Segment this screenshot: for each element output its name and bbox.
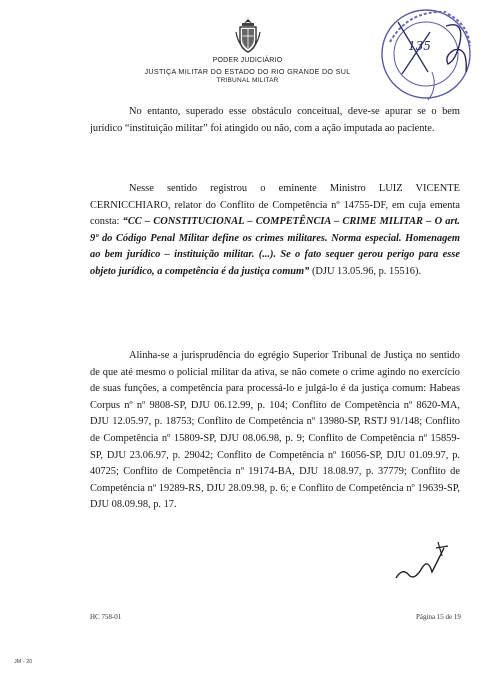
signature-icon [392, 538, 452, 588]
header-line-2: JUSTIÇA MILITAR DO ESTADO DO RIO GRANDE DO SUL [144, 67, 351, 76]
paragraph-3-text: Alinha-se a jurisprudência do egrégio Superior Tribunal de Justiça no sentido de que até mesmo o policial militar da ativa, se não comete o crime agindo no exercício de suas funções, a competência para processá-lo e julgá-lo é da justiça comum: Habeas Corpus nº nº 9808-SP, DJU 06.12.99, p. 104; Conflito de Competência nº 8620-MA, DJU 12.05.97, p. 18753; Conflito de Competência nº 13980-SP, RSTJ 91/148; Conflito de Competência nº 15809-SP, DJU 08.06.98, p. 9; Conflito de Competência nº 15859-SP, DJU 23.06.97, p. 29042; Conflito de Competência nº 16056-SP, DJU 01.09.97, p. 40725; Conflito de Competência nº 19174-BA, DJU 18.08.97, p. 37779; Conflito de Competência nº 19289-RS, DJU 28.09.98, p. 6; e Conflito de Competência nº 19639-SP, DJU 08.09.98, p. 17. [90, 350, 460, 511]
paragraph-2 [90, 181, 460, 281]
stamp-number: 135 [408, 39, 431, 53]
court-stamp-icon [368, 2, 490, 108]
coat-of-arms-icon [234, 18, 262, 54]
header-line-1: PODER JUDICIÁRIO [212, 57, 283, 64]
paragraph-2-quote: “CC – CONSTITUCIONAL – COMPETÊNCIA – CRIME MILITAR – O art. 9º do Código Penal Militar define os crimes militares. Norma especial. Homenagem ao bem jurídico – instituição militar. (...). Se o fato sequer gerou perigo para esse objeto jurídico, a competência é da justiça comum” [90, 216, 460, 277]
page-number: Página 15 de 19 [416, 613, 461, 621]
paragraph-1-text: No entanto, superado esse obstáculo conceitual, deve-se apurar se o bem jurídico “instituição militar” foi atingido ou não, com a ação imputada ao paciente. [90, 106, 460, 134]
paragraph-1 [90, 104, 460, 137]
paragraph-3 [90, 348, 460, 514]
paragraph-2-citation: (DJU 13.05.96, p. 15516). [309, 265, 422, 277]
paragraph-2-text [90, 181, 460, 281]
case-number: HC 758-01 [90, 613, 122, 621]
paragraph-2-intro: Nesse sentido registrou o eminente Ministro LUIZ VICENTE CERNICCHIARO, relator do Conflito de Competência nº 14755-DF, em cuja ementa consta: [90, 183, 460, 228]
corner-code: JM - 20 [14, 659, 33, 665]
header-line-3: TRIBUNAL MILITAR [216, 77, 279, 84]
